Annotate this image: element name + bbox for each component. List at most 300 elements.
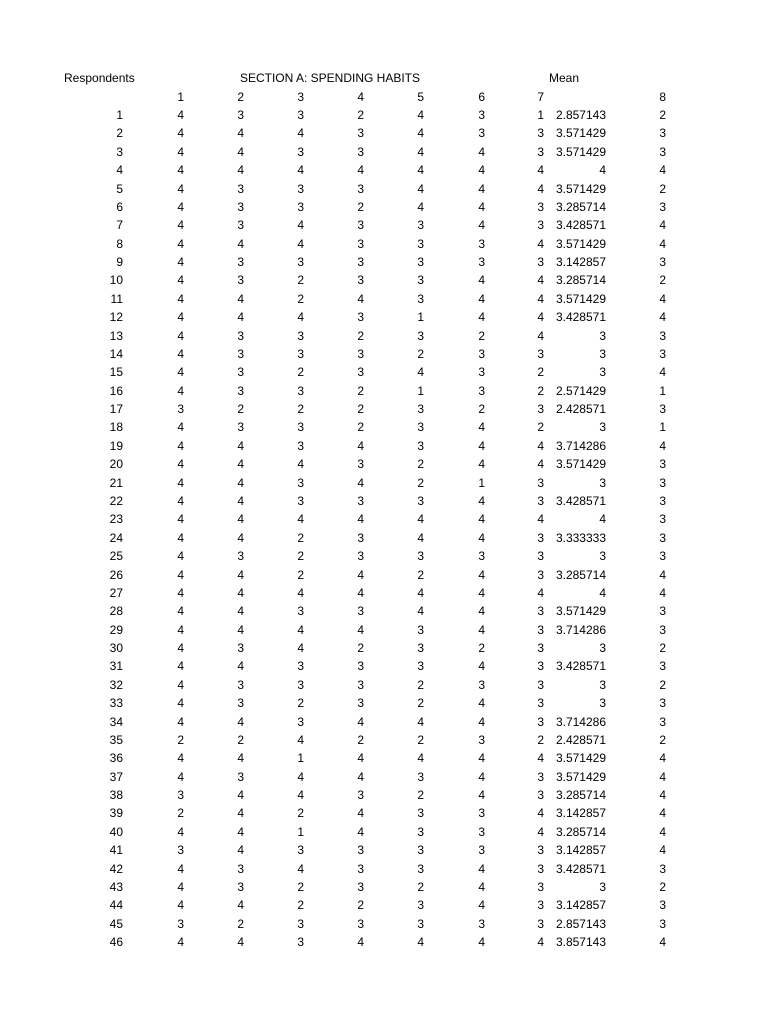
answer-cell: 4	[177, 549, 184, 563]
answer-cell: 4	[357, 292, 364, 306]
answer-cell: 4	[177, 347, 184, 361]
answer-cell: 3	[478, 678, 485, 692]
answer-cell: 3	[297, 604, 304, 618]
answer-cell: 2	[297, 292, 304, 306]
answer-cell: 4	[177, 200, 184, 214]
answer-cell: 4	[177, 586, 184, 600]
answer-cell: 3	[237, 696, 244, 710]
respondent-id: 13	[109, 329, 123, 343]
answer-cell: 4	[537, 512, 544, 526]
respondent-id: 20	[109, 457, 123, 471]
answer-cell: 3	[417, 862, 424, 876]
mean-cell: 2.571429	[555, 384, 606, 398]
respondent-id: 18	[109, 420, 123, 434]
respondent-id: 33	[109, 696, 123, 710]
answer-cell: 1	[297, 751, 304, 765]
answer-cell: 3	[537, 476, 544, 490]
question-number: 4	[357, 90, 364, 104]
answer-cell: 4	[357, 568, 364, 582]
answer-cell: 4	[237, 806, 244, 820]
answer-cell: 4	[177, 531, 184, 545]
answer-cell: 4	[537, 935, 544, 949]
answer-cell: 4	[177, 457, 184, 471]
respondent-id: 36	[109, 751, 123, 765]
answer-cell: 3	[237, 420, 244, 434]
answer-cell: 3	[659, 696, 666, 710]
answer-cell: 4	[297, 512, 304, 526]
answer-cell: 4	[478, 218, 485, 232]
answer-cell: 4	[537, 457, 544, 471]
answer-cell: 2	[357, 108, 364, 122]
answer-cell: 3	[659, 347, 666, 361]
answer-cell: 4	[478, 935, 485, 949]
respondent-id: 21	[109, 476, 123, 490]
answer-cell: 3	[417, 439, 424, 453]
mean-cell: 3	[599, 476, 606, 490]
answer-cell: 3	[537, 843, 544, 857]
mean-cell: 4	[599, 163, 606, 177]
answer-cell: 4	[417, 751, 424, 765]
answer-cell: 3	[659, 145, 666, 159]
answer-cell: 3	[537, 255, 544, 269]
respondent-id: 26	[109, 568, 123, 582]
answer-cell: 4	[478, 623, 485, 637]
respondent-id: 7	[116, 218, 123, 232]
answer-cell: 4	[537, 163, 544, 177]
question-number: 7	[537, 90, 544, 104]
answer-cell: 3	[659, 476, 666, 490]
answer-cell: 3	[177, 402, 184, 416]
answer-cell: 4	[478, 512, 485, 526]
answer-cell: 3	[297, 384, 304, 398]
answer-cell: 4	[177, 678, 184, 692]
answer-cell: 4	[297, 862, 304, 876]
respondent-id: 34	[109, 715, 123, 729]
answer-cell: 4	[478, 494, 485, 508]
answer-cell: 4	[237, 715, 244, 729]
answer-cell: 4	[537, 310, 544, 324]
answer-cell: 3	[478, 347, 485, 361]
respondent-id: 24	[109, 531, 123, 545]
answer-cell: 2	[297, 696, 304, 710]
answer-cell: 1	[659, 384, 666, 398]
respondent-id: 28	[109, 604, 123, 618]
mean-cell: 3.285714	[555, 788, 606, 802]
answer-cell: 4	[537, 586, 544, 600]
answer-cell: 3	[478, 549, 485, 563]
answer-cell: 3	[357, 531, 364, 545]
answer-cell: 3	[537, 880, 544, 894]
respondent-id: 9	[116, 255, 123, 269]
answer-cell: 4	[177, 273, 184, 287]
answer-cell: 3	[417, 237, 424, 251]
answer-cell: 4	[177, 145, 184, 159]
answer-cell: 4	[177, 365, 184, 379]
answer-cell: 4	[177, 880, 184, 894]
answer-cell: 4	[237, 126, 244, 140]
answer-cell: 3	[537, 678, 544, 692]
answer-cell: 4	[297, 586, 304, 600]
answer-cell: 3	[417, 825, 424, 839]
answer-cell: 4	[237, 476, 244, 490]
answer-cell: 4	[478, 586, 485, 600]
answer-cell: 4	[659, 935, 666, 949]
answer-cell: 4	[357, 623, 364, 637]
answer-cell: 4	[177, 310, 184, 324]
respondent-id: 45	[109, 917, 123, 931]
answer-cell: 3	[478, 384, 485, 398]
answer-cell: 4	[177, 329, 184, 343]
answer-cell: 4	[659, 825, 666, 839]
mean-cell: 2.428571	[555, 733, 606, 747]
mean-cell: 3.857143	[555, 935, 606, 949]
answer-cell: 3	[297, 200, 304, 214]
answer-cell: 3	[659, 549, 666, 563]
answer-cell: 4	[537, 292, 544, 306]
answer-cell: 3	[237, 347, 244, 361]
mean-header: Mean	[548, 71, 580, 85]
answer-cell: 4	[478, 439, 485, 453]
answer-cell: 3	[537, 531, 544, 545]
respondents-header: Respondents	[64, 71, 135, 85]
answer-cell: 2	[177, 733, 184, 747]
answer-cell: 3	[417, 273, 424, 287]
answer-cell: 4	[478, 696, 485, 710]
answer-cell: 2	[537, 365, 544, 379]
answer-cell: 4	[357, 163, 364, 177]
answer-cell: 4	[177, 935, 184, 949]
answer-cell: 4	[297, 218, 304, 232]
respondent-id: 2	[116, 126, 123, 140]
respondent-id: 14	[109, 347, 123, 361]
answer-cell: 4	[417, 145, 424, 159]
mean-cell: 4	[599, 512, 606, 526]
answer-cell: 3	[417, 218, 424, 232]
answer-cell: 4	[417, 126, 424, 140]
answer-cell: 2	[297, 365, 304, 379]
answer-cell: 2	[357, 733, 364, 747]
answer-cell: 2	[357, 402, 364, 416]
answer-cell: 2	[237, 917, 244, 931]
mean-cell: 3.571429	[555, 182, 606, 196]
answer-cell: 3	[659, 715, 666, 729]
answer-cell: 3	[478, 806, 485, 820]
question-number: 3	[297, 90, 304, 104]
answer-cell: 3	[357, 604, 364, 618]
question-number: 8	[659, 90, 666, 104]
answer-cell: 4	[417, 108, 424, 122]
respondent-id: 11	[110, 292, 123, 306]
answer-cell: 4	[237, 604, 244, 618]
answer-cell: 4	[659, 770, 666, 784]
answer-cell: 4	[237, 623, 244, 637]
answer-cell: 3	[478, 255, 485, 269]
answer-cell: 3	[357, 880, 364, 894]
answer-cell: 3	[237, 108, 244, 122]
answer-cell: 4	[478, 273, 485, 287]
answer-cell: 2	[659, 182, 666, 196]
answer-cell: 3	[659, 898, 666, 912]
answer-cell: 1	[478, 476, 485, 490]
answer-cell: 4	[357, 935, 364, 949]
answer-cell: 3	[237, 862, 244, 876]
answer-cell: 4	[417, 604, 424, 618]
answer-cell: 3	[417, 843, 424, 857]
answer-cell: 2	[417, 476, 424, 490]
question-number: 5	[417, 90, 424, 104]
answer-cell: 3	[537, 347, 544, 361]
answer-cell: 3	[659, 457, 666, 471]
answer-cell: 3	[237, 182, 244, 196]
mean-cell: 4	[599, 586, 606, 600]
answer-cell: 4	[237, 935, 244, 949]
answer-cell: 3	[417, 898, 424, 912]
answer-cell: 3	[537, 494, 544, 508]
answer-cell: 4	[177, 715, 184, 729]
answer-cell: 4	[659, 365, 666, 379]
answer-cell: 4	[237, 531, 244, 545]
answer-cell: 4	[177, 237, 184, 251]
answer-cell: 3	[237, 880, 244, 894]
answer-cell: 3	[297, 476, 304, 490]
answer-cell: 4	[177, 659, 184, 673]
answer-cell: 3	[177, 843, 184, 857]
answer-cell: 3	[659, 255, 666, 269]
respondent-id: 1	[116, 108, 123, 122]
respondent-id: 3	[116, 145, 123, 159]
respondent-id: 38	[109, 788, 123, 802]
answer-cell: 3	[237, 549, 244, 563]
mean-cell: 3.571429	[555, 145, 606, 159]
answer-cell: 1	[659, 420, 666, 434]
answer-cell: 4	[177, 512, 184, 526]
answer-cell: 3	[659, 917, 666, 931]
answer-cell: 2	[659, 880, 666, 894]
mean-cell: 3.571429	[555, 292, 606, 306]
answer-cell: 4	[357, 586, 364, 600]
answer-cell: 3	[478, 108, 485, 122]
answer-cell: 4	[537, 806, 544, 820]
answer-cell: 3	[478, 365, 485, 379]
answer-cell: 4	[297, 733, 304, 747]
answer-cell: 3	[357, 237, 364, 251]
answer-cell: 2	[297, 531, 304, 545]
answer-cell: 3	[417, 549, 424, 563]
answer-cell: 4	[417, 531, 424, 545]
answer-cell: 4	[537, 439, 544, 453]
answer-cell: 3	[177, 917, 184, 931]
section-title: SECTION A: SPENDING HABITS	[239, 71, 421, 85]
answer-cell: 3	[659, 512, 666, 526]
answer-cell: 4	[237, 788, 244, 802]
mean-cell: 3.571429	[555, 604, 606, 618]
answer-cell: 4	[237, 586, 244, 600]
mean-cell: 2.857143	[555, 108, 606, 122]
answer-cell: 4	[297, 310, 304, 324]
answer-cell: 3	[297, 329, 304, 343]
answer-cell: 4	[237, 439, 244, 453]
answer-cell: 2	[417, 788, 424, 802]
answer-cell: 2	[357, 384, 364, 398]
answer-cell: 4	[478, 200, 485, 214]
answer-cell: 3	[237, 218, 244, 232]
answer-cell: 3	[537, 917, 544, 931]
answer-cell: 4	[237, 825, 244, 839]
answer-cell: 4	[177, 476, 184, 490]
answer-cell: 3	[297, 678, 304, 692]
answer-cell: 4	[297, 788, 304, 802]
answer-cell: 4	[478, 604, 485, 618]
answer-cell: 2	[297, 568, 304, 582]
respondent-id: 32	[109, 678, 123, 692]
answer-cell: 3	[357, 273, 364, 287]
answer-cell: 3	[357, 678, 364, 692]
respondent-id: 23	[109, 512, 123, 526]
mean-cell: 3.571429	[555, 126, 606, 140]
answer-cell: 4	[417, 200, 424, 214]
answer-cell: 4	[478, 568, 485, 582]
answer-cell: 3	[417, 420, 424, 434]
answer-cell: 3	[417, 402, 424, 416]
answer-cell: 4	[177, 641, 184, 655]
answer-cell: 3	[659, 329, 666, 343]
respondent-id: 12	[109, 310, 123, 324]
respondent-id: 16	[109, 384, 123, 398]
answer-cell: 2	[417, 733, 424, 747]
answer-cell: 3	[357, 145, 364, 159]
answer-cell: 4	[478, 715, 485, 729]
answer-cell: 3	[659, 659, 666, 673]
question-number: 1	[177, 90, 184, 104]
answer-cell: 3	[537, 770, 544, 784]
answer-cell: 3	[659, 604, 666, 618]
answer-cell: 4	[177, 770, 184, 784]
answer-cell: 3	[417, 494, 424, 508]
answer-cell: 3	[417, 659, 424, 673]
answer-cell: 4	[177, 163, 184, 177]
answer-cell: 4	[177, 604, 184, 618]
answer-cell: 4	[417, 512, 424, 526]
answer-cell: 3	[237, 200, 244, 214]
mean-cell: 3.285714	[555, 200, 606, 214]
answer-cell: 3	[297, 182, 304, 196]
answer-cell: 4	[237, 568, 244, 582]
mean-cell: 3.428571	[555, 494, 606, 508]
respondent-id: 6	[116, 200, 123, 214]
respondent-id: 39	[109, 806, 123, 820]
answer-cell: 4	[659, 237, 666, 251]
answer-cell: 2	[478, 641, 485, 655]
answer-cell: 4	[478, 182, 485, 196]
answer-cell: 3	[357, 126, 364, 140]
answer-cell: 3	[357, 182, 364, 196]
answer-cell: 3	[417, 292, 424, 306]
answer-cell: 4	[177, 623, 184, 637]
answer-cell: 4	[417, 365, 424, 379]
answer-cell: 3	[478, 237, 485, 251]
answer-cell: 3	[177, 788, 184, 802]
answer-cell: 3	[297, 659, 304, 673]
answer-cell: 2	[417, 568, 424, 582]
answer-cell: 4	[177, 439, 184, 453]
answer-cell: 3	[478, 825, 485, 839]
respondent-id: 46	[109, 935, 123, 949]
answer-cell: 4	[177, 292, 184, 306]
answer-cell: 3	[537, 862, 544, 876]
answer-cell: 2	[478, 402, 485, 416]
mean-cell: 3	[599, 549, 606, 563]
answer-cell: 3	[537, 145, 544, 159]
answer-cell: 3	[478, 126, 485, 140]
respondent-id: 5	[116, 182, 123, 196]
mean-cell: 3.285714	[555, 273, 606, 287]
answer-cell: 3	[417, 641, 424, 655]
respondent-id: 15	[109, 365, 123, 379]
mean-cell: 3.142857	[555, 806, 606, 820]
answer-cell: 3	[417, 329, 424, 343]
respondent-id: 31	[109, 659, 123, 673]
mean-cell: 3.142857	[555, 255, 606, 269]
answer-cell: 3	[297, 108, 304, 122]
answer-cell: 4	[297, 457, 304, 471]
answer-cell: 4	[478, 880, 485, 894]
answer-cell: 3	[659, 200, 666, 214]
answer-cell: 4	[659, 568, 666, 582]
answer-cell: 3	[659, 126, 666, 140]
answer-cell: 4	[478, 292, 485, 306]
mean-cell: 2.857143	[555, 917, 606, 931]
answer-cell: 4	[177, 568, 184, 582]
answer-cell: 3	[237, 641, 244, 655]
answer-cell: 4	[177, 494, 184, 508]
answer-cell: 1	[417, 384, 424, 398]
answer-cell: 2	[297, 402, 304, 416]
answer-cell: 4	[237, 843, 244, 857]
answer-cell: 4	[537, 329, 544, 343]
answer-cell: 3	[297, 715, 304, 729]
answer-cell: 3	[357, 862, 364, 876]
mean-cell: 3.571429	[555, 457, 606, 471]
answer-cell: 3	[297, 935, 304, 949]
answer-cell: 4	[177, 108, 184, 122]
answer-cell: 3	[659, 402, 666, 416]
answer-cell: 2	[659, 733, 666, 747]
answer-cell: 3	[357, 917, 364, 931]
answer-cell: 2	[417, 457, 424, 471]
answer-cell: 1	[417, 310, 424, 324]
answer-cell: 2	[297, 880, 304, 894]
answer-cell: 3	[297, 494, 304, 508]
mean-cell: 3.428571	[555, 659, 606, 673]
question-number: 2	[237, 90, 244, 104]
answer-cell: 3	[237, 384, 244, 398]
answer-cell: 4	[659, 751, 666, 765]
answer-cell: 3	[357, 218, 364, 232]
answer-cell: 4	[237, 494, 244, 508]
answer-cell: 4	[537, 273, 544, 287]
answer-cell: 4	[177, 696, 184, 710]
mean-cell: 3.428571	[555, 862, 606, 876]
answer-cell: 4	[357, 825, 364, 839]
mean-cell: 3.285714	[555, 825, 606, 839]
answer-cell: 4	[478, 310, 485, 324]
answer-cell: 4	[478, 659, 485, 673]
answer-cell: 4	[237, 512, 244, 526]
answer-cell: 4	[357, 806, 364, 820]
answer-cell: 3	[237, 273, 244, 287]
answer-cell: 3	[537, 604, 544, 618]
answer-cell: 4	[478, 163, 485, 177]
